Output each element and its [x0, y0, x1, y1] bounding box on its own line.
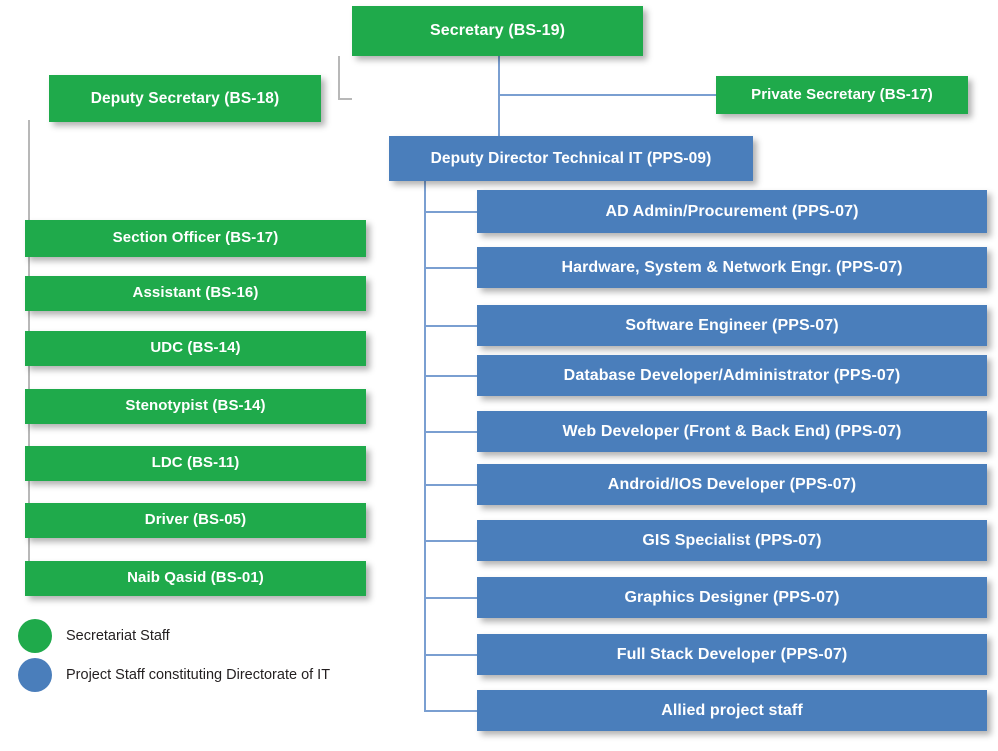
node-graphics-designer[interactable]	[477, 577, 987, 618]
connector-secretary-to-deputy-secretary	[338, 98, 352, 100]
connector-branch-android-ios	[424, 484, 478, 486]
connector-branch-allied	[424, 710, 478, 712]
node-label: Full Stack Developer (PPS-07)	[616, 645, 848, 663]
node-driver[interactable]	[25, 503, 366, 538]
connector-deputy-director-trunk	[424, 180, 426, 710]
node-full-stack-developer[interactable]	[477, 634, 987, 675]
node-label: Section Officer (BS-17)	[112, 229, 279, 247]
node-label: AD Admin/Procurement (PPS-07)	[605, 202, 859, 220]
connector-branch-database-developer	[424, 375, 478, 377]
connector-branch-software-engineer	[424, 325, 478, 327]
node-label: Stenotypist (BS-14)	[125, 397, 266, 415]
connector-secretary-to-private-secretary	[498, 94, 716, 96]
node-label: Deputy Secretary (BS-18)	[90, 89, 280, 107]
node-assistant[interactable]	[25, 276, 366, 311]
node-deputy-director-technical-it[interactable]	[389, 136, 753, 181]
node-label: Graphics Designer (PPS-07)	[624, 588, 840, 606]
connector-branch-graphics	[424, 597, 478, 599]
node-secretary[interactable]	[352, 6, 643, 56]
node-hardware-system-network-engr[interactable]	[477, 247, 987, 288]
node-gis-specialist[interactable]	[477, 520, 987, 561]
node-label: Deputy Director Technical IT (PPS-09)	[430, 149, 712, 167]
node-label: Web Developer (Front & Back End) (PPS-07)	[562, 422, 902, 440]
legend-item-secretariat-staff	[18, 619, 170, 653]
node-label: GIS Specialist (PPS-07)	[642, 531, 822, 549]
node-label: LDC (BS-11)	[151, 454, 240, 472]
node-label: Naib Qasid (BS-01)	[127, 569, 264, 587]
node-label: Assistant (BS-16)	[132, 284, 259, 302]
node-web-developer[interactable]	[477, 411, 987, 452]
node-label: Database Developer/Administrator (PPS-07)	[563, 366, 901, 384]
node-naib-qasid[interactable]	[25, 561, 366, 596]
node-allied-project-staff[interactable]	[477, 690, 987, 731]
legend-swatch-green-icon	[18, 619, 52, 653]
node-private-secretary[interactable]	[716, 76, 968, 114]
node-android-ios-developer[interactable]	[477, 464, 987, 505]
node-section-officer[interactable]	[25, 220, 366, 257]
legend-label: Project Staff constituting Directorate of IT	[66, 667, 331, 683]
legend-item-project-staff	[18, 658, 330, 692]
node-label: Allied project staff	[661, 701, 803, 719]
node-label: Private Secretary (BS-17)	[751, 85, 933, 103]
node-label: Secretary (BS-19)	[429, 22, 566, 40]
connector-branch-ad-admin	[424, 211, 478, 213]
connector-branch-web-developer	[424, 431, 478, 433]
node-deputy-secretary[interactable]	[49, 75, 321, 122]
node-ldc[interactable]	[25, 446, 366, 481]
legend-label: Secretariat Staff	[66, 628, 170, 644]
connector-branch-hardware	[424, 267, 478, 269]
connector-secretary-down-left	[338, 56, 340, 99]
node-label: Software Engineer (PPS-07)	[625, 316, 839, 334]
node-ad-admin-procurement[interactable]	[477, 190, 987, 233]
node-udc[interactable]	[25, 331, 366, 366]
node-database-developer-administrator[interactable]	[477, 355, 987, 396]
node-label: Hardware, System & Network Engr. (PPS-07)	[561, 258, 903, 276]
legend-swatch-blue-icon	[18, 658, 52, 692]
node-label: Android/IOS Developer (PPS-07)	[607, 475, 857, 493]
node-software-engineer[interactable]	[477, 305, 987, 346]
node-label: UDC (BS-14)	[150, 339, 241, 357]
node-label: Driver (BS-05)	[144, 511, 247, 529]
node-stenotypist[interactable]	[25, 389, 366, 424]
connector-branch-gis	[424, 540, 478, 542]
connector-branch-full-stack	[424, 654, 478, 656]
